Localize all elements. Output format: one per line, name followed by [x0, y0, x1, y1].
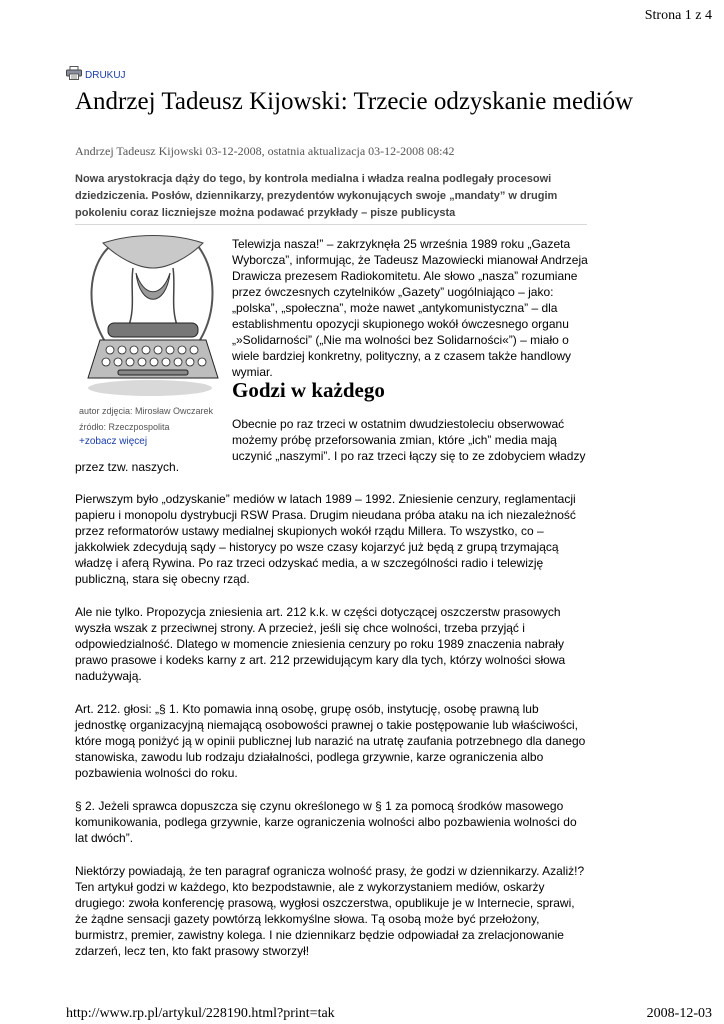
wrap-continuation: przez tzw. naszych.	[75, 460, 180, 474]
page-indicator: Strona 1 z 4	[644, 8, 712, 23]
image-caption	[79, 403, 213, 435]
footer-date: 2008-12-03	[646, 1006, 712, 1021]
see-more-link[interactable]: +zobacz więcej	[79, 436, 148, 447]
article-illustration[interactable]	[78, 228, 228, 398]
article-column-text: Telewizja nasza!” – zakrzyknęła 25 września 1989 roku „Gazeta Wyborcza”, informując, że Tadeusz Mazowiecki mianował Andrzeja Drawicza prezesem Radiokomitetu. Ale słowo „nasza” rozumiane przez ówczesnych czytelników „Gazety” uogólniająco – jako: „polska”, „społeczna”, może nawet „antykomunistyczna” – dla establishmentu opozycji skupionego wokół ówczesnego organu „»Solidarności” („Nie ma wolności bez Solidarności«”) – miało o wiele bardziej konkretny, polityczny, a z czasem także handlowy wymiar.	[232, 237, 588, 379]
article-byline: Andrzej Tadeusz Kijowski 03-12-2008, ostatnia aktualizacja 03-12-2008 08:42	[75, 144, 455, 158]
printer-icon	[66, 66, 82, 85]
article-paragraph: Art. 212. głosi: „§ 1. Kto pomawia inną osobę, grupę osób, instytucję, osobę prawną lub jednostkę organizacyjną niemającą osobowości prawnej o takie postępowanie lub właściwości, które mogą poniżyć ją w opinii publicznej lub narazić na utratę zaufania potrzebnego dla danego stanowiska, zawodu lub rodzaju działalności, podlega grzywnie, karze ograniczenia albo pozbawienia wolności do roku.	[75, 702, 586, 780]
article-title: Andrzej Tadeusz Kijowski: Trzecie odzyskanie mediów	[75, 88, 634, 115]
article-column-text-2: Obecnie po raz trzeci w ostatnim dwudziestoleciu obserwować możemy próbę przeforsowania zmian, które „ich” media mają uczynić „naszymi”. I po raz trzeci łączy się to ze zdobyciem władzy	[232, 417, 586, 463]
article-paragraph: Pierwszym było „odzyskanie” mediów w latach 1989 – 1992. Zniesienie cenzury, reglamentacji papieru i monopolu dystrybucji RSW Prasa. Drugim nieudana próba ataku na ich niezależność przez reformatorów ustawy medialnej skupionych wokół rządu Millera. To wszystko, co – jakkolwiek zdecydują sądy – historycy po wsze czasy kojarzyć już będą z grupą trzymającą władzę i aferą Rywina. Po raz trzeci odzyskać media, a w szczególności radio i telewizję publiczną, stara się obecny rząd.	[75, 492, 576, 586]
article-paragraph: § 2. Jeżeli sprawca dopuszcza się czynu określonego w § 1 za pomocą środków masowego komunikowania, podlega grzywnie, karze ograniczenia wolności albo pozbawienia wolności do lat dwóch”.	[75, 799, 577, 845]
caption-author: autor zdjęcia: Mirosław Owczarek	[79, 406, 214, 416]
article-body	[75, 491, 587, 976]
print-button[interactable]	[66, 66, 126, 85]
footer-url: http://www.rp.pl/artykul/228190.html?print=tak	[66, 1006, 335, 1021]
article-paragraph: Niektórzy powiadają, że ten paragraf ogranicza wolność prasy, że godzi w dziennikarzy. Azaliż!? Ten artykuł godzi w każdego, kto bezpodstawnie, ale z wykorzystaniem mediów, oskarży drugiego: zwoła konferencję prasową, wygłosi oszczerstwa, opublikuje je w Internecie, sprawi, że żądne sensacji gazety powtórzą lekkomyślne słowa. Tą osobą może być przełożony, burmistrz, premier, zawistny kolega. I nie dziennikarz będzie odpowiadał za zrelacjonowanie zdarzeń, lecz ten, kto fakt prasowy stworzył!	[75, 864, 585, 958]
caption-source: źródło: Rzeczpospolita	[79, 422, 170, 432]
section-heading: Godzi w każdego	[232, 378, 385, 402]
print-label[interactable]: DRUKUJ	[85, 70, 126, 81]
divider	[75, 224, 587, 225]
article-paragraph: Ale nie tylko. Propozycja zniesienia art. 212 k.k. w części dotyczącej oszczerstw prasowych wyszła wszak z przeciwnej strony. A przecież, jeśli się chce wolności, trzeba przyjąć i odpowiedzialność. Dlatego w momencie zniesienia cenzury po roku 1989 znaczenia nabrały prawo prasowe i kodeks karny z art. 212 przewidującym kary dla tych, którzy wolności słowa nadużywają.	[75, 605, 566, 683]
article-lead: Nowa arystokracja dąży do tego, by kontrola medialna i władza realna podlegały procesowi dziedziczenia. Posłów, dziennikarzy, prezydentów wykonujących swoje „mandaty” w drugim pokoleniu coraz liczniejsze można podawać przykłady – pisze publicysta	[75, 173, 558, 219]
